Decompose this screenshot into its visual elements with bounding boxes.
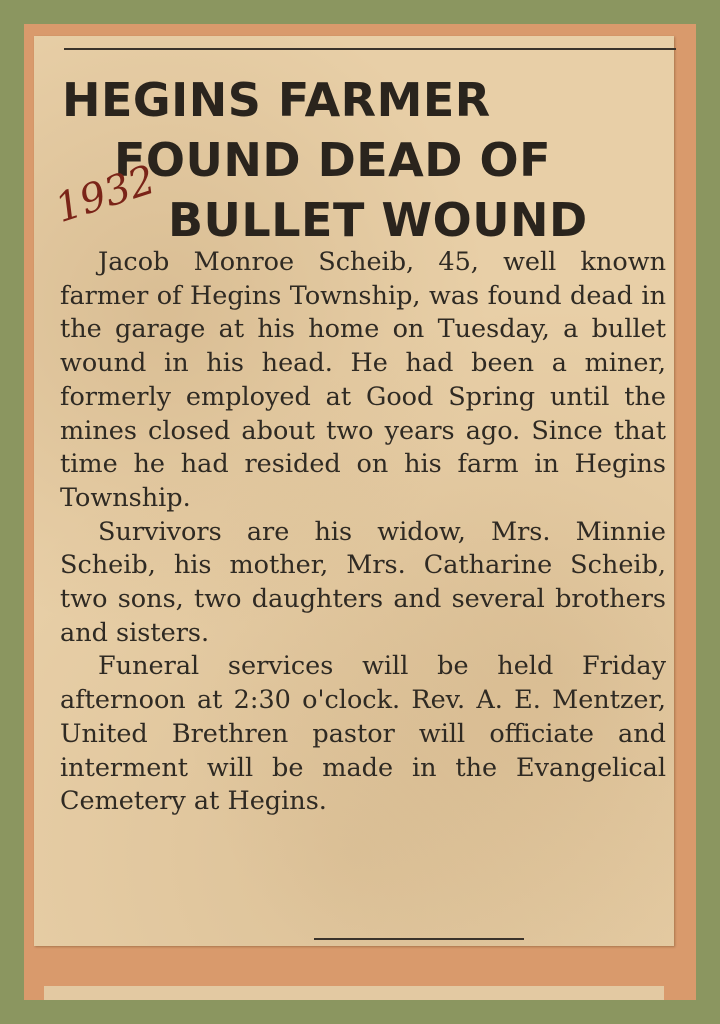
paper-strip — [44, 986, 664, 1000]
headline-line-3: BULLET WOUND — [168, 193, 588, 247]
bottom-rule — [314, 938, 524, 940]
headline — [34, 70, 674, 250]
paragraph-2: Survivors are his widow, Mrs. Minnie Scheib, his mother, Mrs. Catharine Scheib, two sons, two daughters and several brothers and sisters. — [60, 516, 666, 648]
headline-line-2: FOUND DEAD OF — [114, 133, 552, 187]
headline-line-1: HEGINS FARMER — [62, 73, 491, 127]
article-body — [60, 246, 666, 819]
top-rule — [64, 48, 676, 50]
paragraph-3: Funeral services will be held Friday afternoon at 2:30 o'clock. Rev. A. E. Mentzer, United Brethren pastor will officiate and interment will be made in the Evangelical Cemetery at Hegins. — [60, 651, 666, 817]
newspaper-clipping — [34, 36, 674, 946]
handwritten-year: 1932 — [49, 156, 161, 232]
paragraph-1: Jacob Monroe Scheib, 45, well known farmer of Hegins Township, was found dead in the garage at his home on Tuesday, a bullet wound in his head. He had been a miner, formerly employed at Good Spring until the mines closed about two years ago. Since that time he had resided on his farm in Hegins Township. — [60, 247, 666, 513]
